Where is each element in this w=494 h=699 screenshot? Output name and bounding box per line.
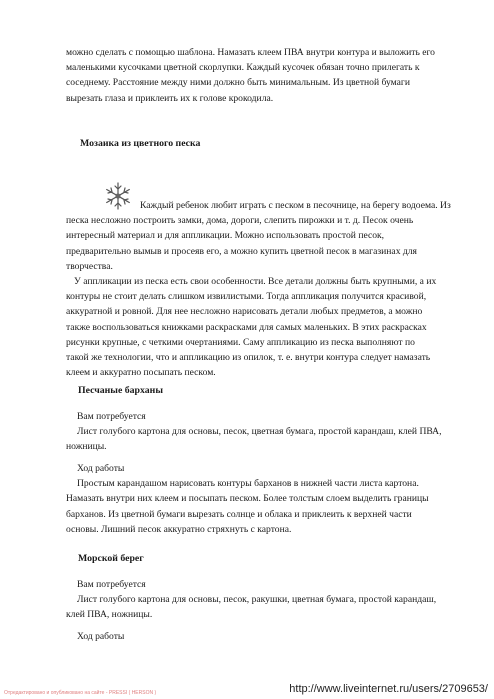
steps-label: Ход работы (77, 631, 125, 642)
section-heading-sand-dunes: Песчаные барханы (78, 385, 163, 396)
sand-line: контуры не стоит делать слишком извилистыми. Тогда аппликация получится красивой, (66, 291, 427, 303)
sand-line: Каждый ребенок любит играть с песком в песочнице, на берегу водоема. Из (140, 200, 451, 211)
steps-line: Простым карандашом нарисовать контуры барханов в нижней части листа картона. (77, 478, 419, 490)
intro-line: вырезать глаза и приклеить их к голове крокодила. (66, 92, 274, 104)
sand-line: аккуратной и ровной. Для нее несложно нарисовать детали любых предметов, а можно (66, 306, 423, 318)
shore-steps (66, 629, 462, 644)
intro-paragraph (66, 45, 462, 106)
footer-source-url: http://www.liveinternet.ru/users/2709653/ (289, 683, 488, 695)
steps-line: барханов. Из цветной бумаги вырезать солнце и облака и приклеить к верхней части (66, 508, 412, 520)
sand-paragraph-2 (66, 274, 462, 380)
dunes-materials (66, 409, 462, 455)
sand-line: песка несложно построить замки, дома, дороги, слепить пирожки и т. д. Песок очень (66, 215, 414, 227)
dunes-steps (66, 461, 462, 537)
sand-line: творчества. (66, 260, 113, 272)
steps-line: основы. Лишний песок аккуратно стряхнуть с картона. (66, 523, 292, 535)
materials-label: Вам потребуется (77, 411, 146, 422)
footer-publisher-note: Отредактировано и опубликовано на сайте - PRESSI ( HERSON ) (4, 690, 157, 696)
sand-line: предварительно вымыв и просеяв его, а можно купить цветной песок в магазинах для (66, 245, 417, 257)
materials-line: ножницы. (66, 441, 107, 453)
sand-line: также воспользоваться книжками раскрасками для самых маленьких. В этих раскрасках (66, 321, 427, 333)
materials-line: Лист голубого картона для основы, песок, цветная бумага, простой карандаш, клей ПВА, (77, 426, 442, 438)
sand-line: интересный материал и для аппликации. Можно использовать простой песок, (66, 230, 385, 242)
section-heading-sand-mosaic: Мозаика из цветного песка (80, 138, 201, 149)
sand-paragraph-1 (66, 198, 462, 274)
sand-line: клеем и аккуратно посыпать песком. (66, 367, 216, 379)
steps-line: Намазать внутри них клеем и посыпать песком. Более толстым слоем выделить границы (66, 493, 429, 505)
materials-label: Вам потребуется (77, 579, 146, 590)
steps-label: Ход работы (77, 463, 125, 474)
materials-line: Лист голубого картона для основы, песок, ракушки, цветная бумага, простой карандаш, (77, 594, 437, 606)
sand-line: У аппликации из песка есть свои особенности. Все детали должны быть крупными, а их (74, 276, 437, 287)
sand-line: такой же технологии, что и аппликацию из опилок, т. е. внутри контура следует намазать (66, 352, 431, 364)
materials-line: клей ПВА, ножницы. (66, 609, 153, 621)
intro-line: маленькими кусочками цветной скорлупки. Каждый кусочек обязан точно прилегать к (66, 62, 420, 74)
section-heading-sea-shore: Морской берег (78, 553, 144, 564)
sand-line: рисунки крупные, с четкими очертаниями. Саму аппликацию из песка выполняют по (66, 336, 415, 348)
shore-materials (66, 577, 462, 623)
intro-line: можно сделать с помощью шаблона. Намазать клеем ПВА внутри контура и выложить его (66, 47, 435, 58)
intro-line: соседнему. Расстояние между ними должно быть минимальным. Из цветной бумаги (66, 77, 410, 89)
